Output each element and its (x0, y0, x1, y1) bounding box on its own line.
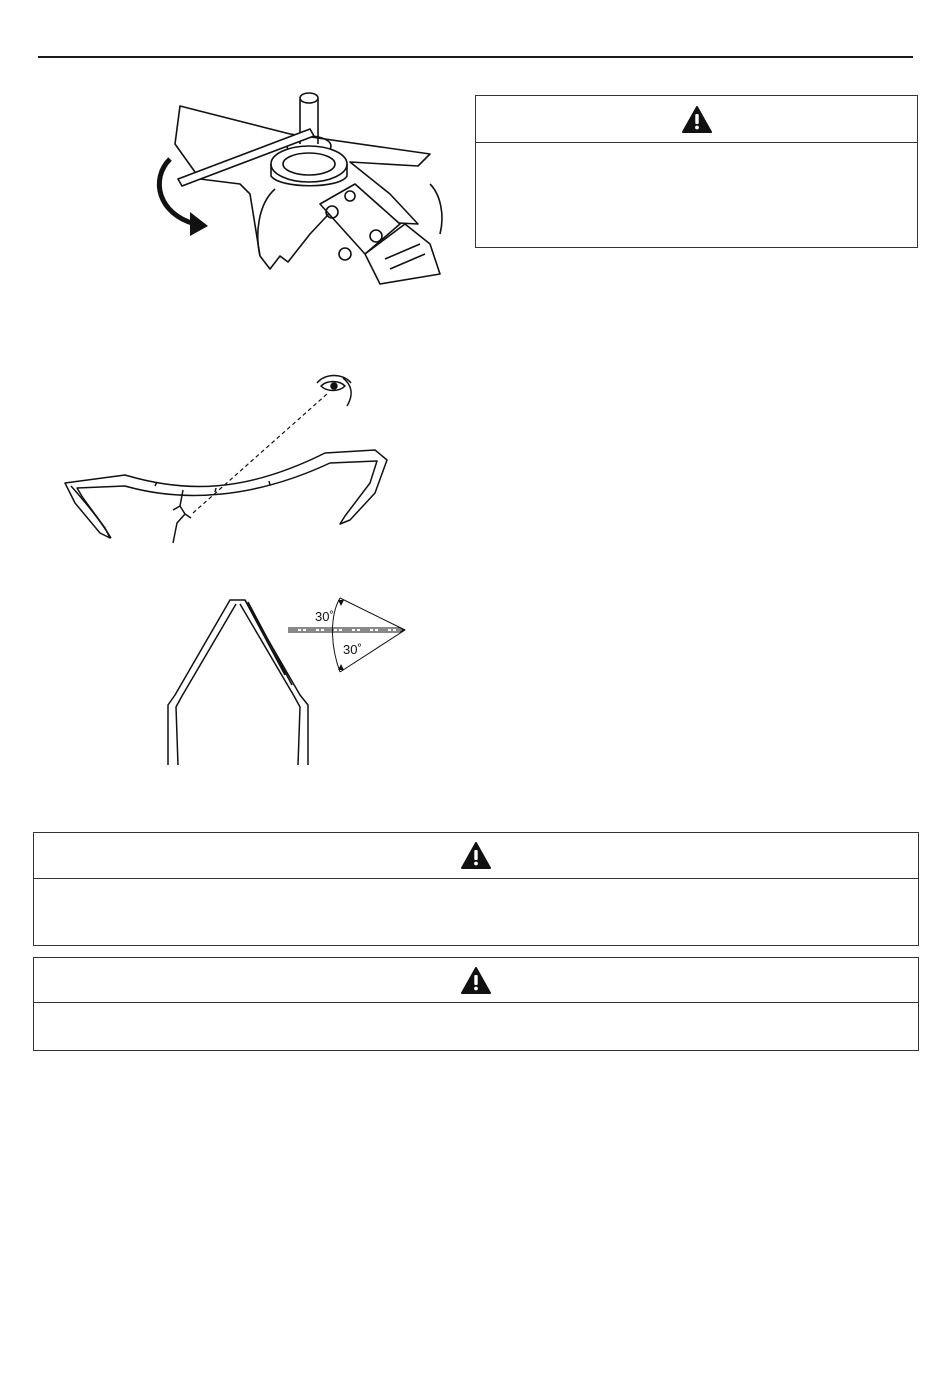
warning-header (34, 833, 918, 879)
sharpening-angle-illustration (160, 590, 420, 770)
angle-label-lower: 30˚ (343, 642, 362, 657)
warning-triangle-icon (461, 967, 491, 994)
warning-triangle-icon (461, 842, 491, 869)
warning-text (34, 1003, 918, 1015)
blade-removal-illustration (140, 84, 460, 289)
header-rule (38, 56, 913, 58)
warning-box-middle (33, 832, 919, 946)
warning-header (34, 958, 918, 1003)
angle-label-upper: 30˚ (315, 609, 334, 624)
warning-text (476, 143, 917, 155)
warning-box-top (475, 95, 918, 248)
warning-text (34, 879, 918, 891)
warning-box-bottom (33, 957, 919, 1051)
warning-header (476, 96, 917, 143)
warning-triangle-icon (682, 106, 712, 133)
crack-inspection-illustration (55, 368, 395, 546)
